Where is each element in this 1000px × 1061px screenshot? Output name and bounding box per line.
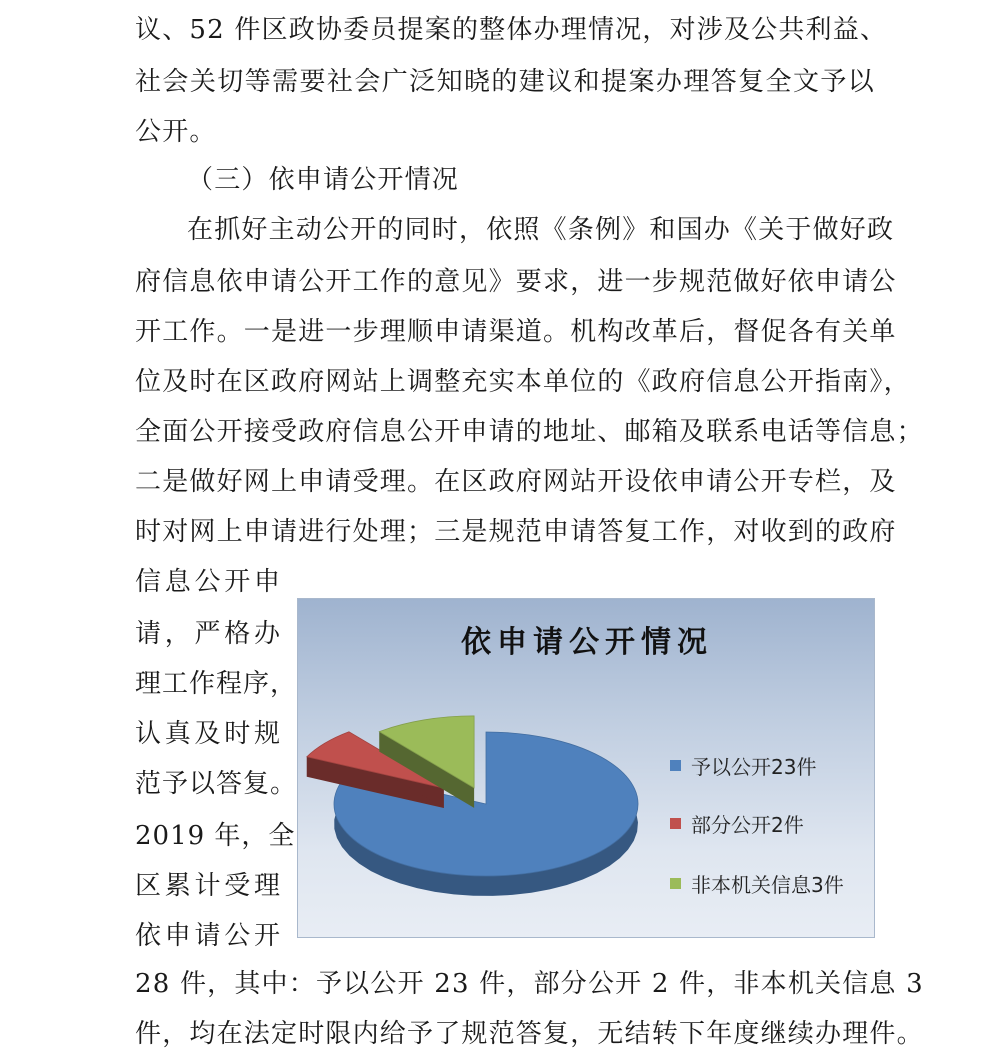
wrapped-text-line: 请，严格办 <box>135 619 281 649</box>
paragraph-line: 全面公开接受政府信息公开申请的地址、邮箱及联系电话等信息； <box>135 417 924 447</box>
paragraph-line: 件，均在法定时限内给予了规范答复，无结转下年度继续办理件。 <box>135 1019 924 1049</box>
wrapped-text-line: 依申请公开 <box>135 921 281 951</box>
legend-label: 部分公开2件 <box>691 813 804 837</box>
wrapped-text-line: 2019 年，全 <box>135 821 296 851</box>
pie-chart <box>297 598 875 938</box>
legend-item <box>670 869 844 898</box>
wrapped-text-line: 信息公开申 <box>135 567 281 597</box>
chart-title: 依申请公开情况 <box>461 625 713 660</box>
paragraph-line: 公开。 <box>135 117 217 147</box>
paragraph-line: 时对网上申请进行处理；三是规范申请答复工作，对收到的政府 <box>135 517 897 547</box>
paragraph-line: 28 件，其中：予以公开 23 件，部分公开 2 件，非本机关信息 3 <box>135 969 924 999</box>
legend-label: 予以公开23件 <box>691 755 817 779</box>
wrapped-text-line: 范予以答复。 <box>135 769 298 799</box>
paragraph-line: 社会关切等需要社会广泛知晓的建议和提案办理答复全文予以 <box>135 67 875 97</box>
legend-swatch <box>670 818 681 829</box>
wrapped-text-line: 区累计受理 <box>135 871 281 901</box>
section-heading: （三）依申请公开情况 <box>187 165 460 195</box>
paragraph-line: 位及时在区政府网站上调整充实本单位的《政府信息公开指南》， <box>135 367 911 397</box>
legend-item <box>670 809 804 838</box>
paragraph-line: 在抓好主动公开的同时，依照《条例》和国办《关于做好政 <box>187 215 895 245</box>
paragraph-line: 府信息依申请公开工作的意见》要求，进一步规范做好依申请公 <box>135 267 897 297</box>
legend-swatch <box>670 878 681 889</box>
wrapped-text-line: 认真及时规 <box>135 719 281 749</box>
wrapped-text-line: 理工作程序， <box>135 669 298 699</box>
paragraph-line: 二是做好网上申请受理。在区政府网站开设依申请公开专栏，及 <box>135 467 897 497</box>
legend-item <box>670 751 816 780</box>
legend-swatch <box>670 760 681 771</box>
legend-label: 非本机关信息3件 <box>691 873 844 897</box>
paragraph-line: 开工作。一是进一步理顺申请渠道。机构改革后，督促各有关单 <box>135 317 897 347</box>
paragraph-line: 议、52 件区政协委员提案的整体办理情况，对涉及公共利益、 <box>135 15 888 45</box>
